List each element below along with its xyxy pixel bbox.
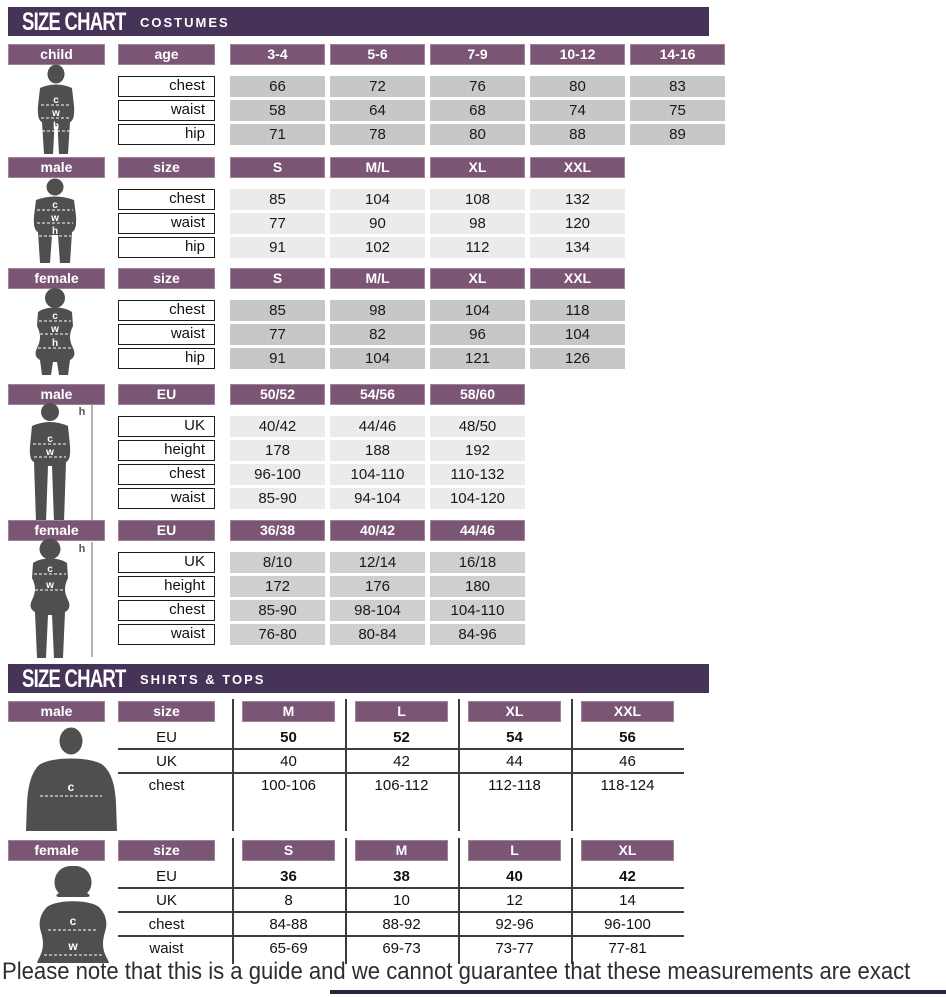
value-cell: 38 — [393, 867, 410, 885]
row-label: waist — [118, 213, 215, 234]
row-label: chest — [118, 600, 215, 621]
value-cell: 44 — [506, 752, 523, 770]
value-cell: 75 — [630, 100, 725, 121]
row-values — [230, 189, 625, 210]
female-torso-silhouette-icon — [28, 866, 118, 963]
value-cell: 52 — [393, 728, 410, 746]
column-header-cell: 58/60 — [430, 384, 525, 405]
row-label: waist — [118, 324, 215, 345]
value-cell: 76 — [430, 76, 525, 97]
value-cell: 172 — [230, 576, 325, 597]
table-row — [118, 888, 946, 912]
row-values — [230, 576, 525, 597]
value-cell: 88 — [530, 124, 625, 145]
column-header-cell: 5-6 — [330, 44, 425, 65]
row-values — [230, 100, 725, 121]
column-header-cell: M — [242, 701, 335, 722]
value-cell: 88-92 — [382, 915, 421, 933]
value-cell: 80 — [530, 76, 625, 97]
value-cell: 90 — [330, 213, 425, 234]
female-table-header-row — [8, 268, 946, 289]
gender-cell: female — [8, 520, 105, 541]
female-silhouette-svg — [24, 288, 86, 377]
value-cell: 12/14 — [330, 552, 425, 573]
row-label: waist — [118, 624, 215, 645]
value-cell: 85 — [230, 300, 325, 321]
value-cell: 104 — [330, 189, 425, 210]
value-cell: 102 — [330, 237, 425, 258]
value-cell: 84-88 — [269, 915, 308, 933]
row-label: waist — [149, 939, 184, 957]
value-cell: 104-110 — [430, 600, 525, 621]
column-header-cell: 54/56 — [330, 384, 425, 405]
table-row — [118, 488, 946, 509]
divider-line — [118, 935, 684, 937]
table-row — [118, 300, 946, 321]
height-letter: h — [78, 543, 86, 555]
table-row — [118, 624, 946, 645]
value-cell: 91 — [230, 348, 325, 369]
row-label: UK — [156, 891, 177, 909]
child-table-header-row — [8, 44, 946, 65]
row-label: height — [118, 576, 215, 597]
column-headers — [230, 268, 625, 289]
divider-line — [571, 838, 573, 964]
waist-letter: w — [46, 580, 54, 591]
divider-line — [118, 911, 684, 913]
value-cell: 78 — [330, 124, 425, 145]
column-header-cell: XL — [430, 157, 525, 178]
bottom-bar — [330, 990, 946, 994]
hip-letter: h — [51, 338, 59, 349]
male-torso-silhouette-svg — [24, 727, 119, 831]
value-cell: 85-90 — [230, 488, 325, 509]
female-silhouette-icon — [24, 288, 86, 377]
table-row — [118, 348, 946, 369]
value-cell: 91 — [230, 237, 325, 258]
table-row — [118, 440, 946, 461]
table-row — [118, 237, 946, 258]
female-size-table — [0, 268, 946, 369]
row-label: waist — [118, 100, 215, 121]
value-cell: 40 — [280, 752, 297, 770]
gender-cell: male — [8, 157, 105, 178]
child-size-table — [0, 44, 946, 145]
value-cell: 96-100 — [230, 464, 325, 485]
value-cell: 64 — [330, 100, 425, 121]
value-cell: 72 — [330, 76, 425, 97]
value-cell: 40/42 — [230, 416, 325, 437]
row-label: chest — [148, 776, 185, 794]
male-silhouette-svg — [24, 178, 86, 265]
value-cell: 100-106 — [260, 776, 317, 794]
row-values — [230, 300, 625, 321]
column-header-cell: 7-9 — [430, 44, 525, 65]
column-header-cell: 14-16 — [630, 44, 725, 65]
value-cell: 40 — [506, 867, 523, 885]
column-header-cell: XL — [468, 701, 561, 722]
value-cell: 92-96 — [495, 915, 534, 933]
value-cell: 112 — [430, 237, 525, 258]
waist-letter: w — [51, 324, 59, 335]
value-cell: 98 — [330, 300, 425, 321]
column-header-cell: S — [242, 840, 335, 861]
row-values — [230, 237, 625, 258]
value-cell: 74 — [530, 100, 625, 121]
waist-letter: w — [51, 213, 59, 224]
value-cell: 50 — [280, 728, 297, 746]
value-cell: 16/18 — [430, 552, 525, 573]
size-header-cell: size — [118, 840, 215, 861]
row-values — [230, 213, 625, 234]
chest-letter: c — [53, 95, 59, 106]
shirts-banner-subtitle: SHIRTS & TOPS — [140, 672, 266, 687]
row-values — [230, 552, 525, 573]
row-values — [230, 416, 525, 437]
divider-line — [458, 699, 460, 831]
table-row — [118, 912, 946, 936]
table-row — [118, 464, 946, 485]
column-header-cell: 3-4 — [230, 44, 325, 65]
table-row — [118, 76, 946, 97]
gender-cell: child — [8, 44, 105, 65]
value-cell: 80 — [430, 124, 525, 145]
row-label: chest — [118, 464, 215, 485]
column-header-cell: XL — [430, 268, 525, 289]
value-cell: 96 — [430, 324, 525, 345]
value-cell: 48/50 — [430, 416, 525, 437]
column-header-cell: 10-12 — [530, 44, 625, 65]
row-values — [230, 124, 725, 145]
waist-letter: w — [68, 939, 78, 953]
male-height-silhouette-svg — [20, 402, 105, 524]
value-cell: 54 — [506, 728, 523, 746]
divider-line — [118, 887, 684, 889]
chest-letter: c — [69, 914, 77, 928]
value-cell: 132 — [530, 189, 625, 210]
footer-note: Please note that this is a guide and we cannot guarantee that these measurements are exact — [2, 958, 911, 985]
male-shirts-table — [0, 701, 946, 797]
value-cell: 180 — [430, 576, 525, 597]
table-row — [118, 773, 946, 797]
male-eu-header-row — [8, 384, 946, 405]
eu-header-cell: EU — [118, 520, 215, 541]
value-cell: 10 — [393, 891, 410, 909]
row-label: hip — [118, 237, 215, 258]
divider-line — [232, 699, 234, 831]
table-row — [118, 576, 946, 597]
value-cell: 65-69 — [269, 939, 308, 957]
value-cell: 36 — [280, 867, 297, 885]
column-header-cell: S — [230, 268, 325, 289]
shirts-banner — [8, 664, 709, 693]
male-torso-silhouette-icon — [24, 727, 119, 831]
chest-letter: c — [47, 434, 53, 445]
value-cell: 66 — [230, 76, 325, 97]
divider-line — [458, 838, 460, 964]
value-cell: 77-81 — [608, 939, 647, 957]
value-cell: 118-124 — [600, 776, 655, 794]
value-cell: 96-100 — [604, 915, 651, 933]
value-cell: 44/46 — [330, 416, 425, 437]
divider-line — [571, 699, 573, 831]
row-label: EU — [156, 728, 177, 746]
row-label: chest — [118, 189, 215, 210]
row-values — [230, 488, 525, 509]
table-row — [118, 725, 946, 749]
male-shirts-header-row — [8, 701, 946, 722]
divider-line — [232, 838, 234, 964]
hip-letter: h — [51, 226, 59, 237]
female-height-silhouette-icon — [20, 538, 105, 659]
size-header-cell: size — [118, 268, 215, 289]
table-row — [118, 600, 946, 621]
chest-letter: c — [47, 564, 53, 575]
divider-line — [118, 772, 684, 774]
column-header-cell: 36/38 — [230, 520, 325, 541]
value-cell: 80-84 — [330, 624, 425, 645]
value-cell: 83 — [630, 76, 725, 97]
column-header-cell: 40/42 — [330, 520, 425, 541]
value-cell: 85 — [230, 189, 325, 210]
value-cell: 104 — [430, 300, 525, 321]
value-cell: 76-80 — [230, 624, 325, 645]
row-values — [230, 464, 525, 485]
female-height-silhouette-svg — [20, 538, 105, 659]
column-header-cell: XXL — [581, 701, 674, 722]
table-row — [118, 416, 946, 437]
value-cell: 58 — [230, 100, 325, 121]
eu-header-cell: EU — [118, 384, 215, 405]
female-shirts-table — [0, 840, 946, 960]
row-label: chest — [148, 915, 185, 933]
value-cell: 126 — [530, 348, 625, 369]
column-header-cell: 44/46 — [430, 520, 525, 541]
value-cell: 178 — [230, 440, 325, 461]
value-cell: 134 — [530, 237, 625, 258]
male-silhouette-icon — [24, 178, 86, 265]
divider-line — [345, 838, 347, 964]
table-row — [118, 124, 946, 145]
row-values — [230, 348, 625, 369]
value-cell: 77 — [230, 213, 325, 234]
column-headers — [230, 44, 725, 65]
column-header-cell: XL — [581, 840, 674, 861]
divider-line — [345, 699, 347, 831]
table-row — [118, 324, 946, 345]
value-cell: 120 — [530, 213, 625, 234]
row-values — [230, 76, 725, 97]
female-torso-silhouette-svg — [28, 866, 118, 963]
chest-letter: c — [52, 200, 58, 211]
value-cell: 84-96 — [430, 624, 525, 645]
costumes-banner — [8, 7, 709, 36]
row-label: UK — [156, 752, 177, 770]
value-cell: 42 — [393, 752, 410, 770]
value-cell: 71 — [230, 124, 325, 145]
table-row — [118, 864, 946, 888]
gender-cell: male — [8, 384, 105, 405]
column-headers — [230, 157, 625, 178]
value-cell: 104 — [330, 348, 425, 369]
size-header-cell: size — [118, 157, 215, 178]
row-label: waist — [118, 488, 215, 509]
row-values — [230, 440, 525, 461]
column-header-cell: M/L — [330, 157, 425, 178]
age-header-cell: age — [118, 44, 215, 65]
value-cell: 73-77 — [495, 939, 534, 957]
value-cell: 14 — [619, 891, 636, 909]
gender-cell: male — [8, 701, 105, 722]
size-chart-logo: SIZE CHART — [22, 665, 126, 693]
value-cell: 192 — [430, 440, 525, 461]
value-cell: 188 — [330, 440, 425, 461]
value-cell: 89 — [630, 124, 725, 145]
value-cell: 104 — [530, 324, 625, 345]
value-cell: 56 — [619, 728, 636, 746]
costumes-banner-subtitle: COSTUMES — [140, 15, 230, 30]
value-cell: 85-90 — [230, 600, 325, 621]
value-cell: 118 — [530, 300, 625, 321]
female-eu-header-row — [8, 520, 946, 541]
gender-cell: female — [8, 840, 105, 861]
value-cell: 42 — [619, 867, 636, 885]
waist-letter: w — [52, 108, 60, 119]
child-silhouette-icon — [26, 64, 86, 158]
table-row — [118, 100, 946, 121]
column-header-cell: M/L — [330, 268, 425, 289]
value-cell: 106-112 — [374, 776, 429, 794]
value-cell: 110-132 — [430, 464, 525, 485]
gender-cell: female — [8, 268, 105, 289]
chest-letter: c — [67, 780, 75, 794]
column-header-cell: S — [230, 157, 325, 178]
value-cell: 8 — [284, 891, 293, 909]
male-size-table — [0, 157, 946, 258]
male-eu-size-table — [0, 384, 946, 509]
value-cell: 12 — [506, 891, 523, 909]
value-cell: 98 — [430, 213, 525, 234]
value-cell: 77 — [230, 324, 325, 345]
value-cell: 69-73 — [382, 939, 421, 957]
column-headers — [230, 384, 525, 405]
child-silhouette-svg — [26, 64, 86, 158]
row-label: chest — [118, 300, 215, 321]
female-eu-size-table — [0, 520, 946, 645]
hip-letter: h — [52, 121, 60, 132]
value-cell: 104-110 — [330, 464, 425, 485]
column-headers — [230, 520, 525, 541]
value-cell: 82 — [330, 324, 425, 345]
value-cell: 94-104 — [330, 488, 425, 509]
table-row — [118, 749, 946, 773]
row-values — [230, 324, 625, 345]
row-label: height — [118, 440, 215, 461]
value-cell: 8/10 — [230, 552, 325, 573]
size-header-cell: size — [118, 701, 215, 722]
value-cell: 121 — [430, 348, 525, 369]
waist-letter: w — [46, 447, 54, 458]
row-label: chest — [118, 76, 215, 97]
value-cell: 68 — [430, 100, 525, 121]
column-header-cell: 50/52 — [230, 384, 325, 405]
column-header-cell: L — [355, 701, 448, 722]
size-chart-logo: SIZE CHART — [22, 8, 126, 36]
value-cell: 176 — [330, 576, 425, 597]
table-row — [118, 189, 946, 210]
table-row — [118, 936, 946, 960]
chest-letter: c — [52, 311, 58, 322]
value-cell: 104-120 — [430, 488, 525, 509]
value-cell: 108 — [430, 189, 525, 210]
male-table-header-row — [8, 157, 946, 178]
table-row — [118, 213, 946, 234]
divider-line — [118, 748, 684, 750]
row-label: hip — [118, 124, 215, 145]
height-letter: h — [78, 406, 86, 418]
male-height-silhouette-icon — [20, 402, 105, 524]
column-header-cell: M — [355, 840, 448, 861]
value-cell: 112-118 — [488, 776, 541, 794]
row-label: EU — [156, 867, 177, 885]
female-shirts-header-row — [8, 840, 946, 861]
column-header-cell: XXL — [530, 157, 625, 178]
table-row — [118, 552, 946, 573]
row-values — [230, 624, 525, 645]
row-label: UK — [118, 552, 215, 573]
row-values — [230, 600, 525, 621]
column-header-cell: XXL — [530, 268, 625, 289]
row-label: hip — [118, 348, 215, 369]
value-cell: 98-104 — [330, 600, 425, 621]
row-label: UK — [118, 416, 215, 437]
value-cell: 46 — [619, 752, 636, 770]
column-header-cell: L — [468, 840, 561, 861]
